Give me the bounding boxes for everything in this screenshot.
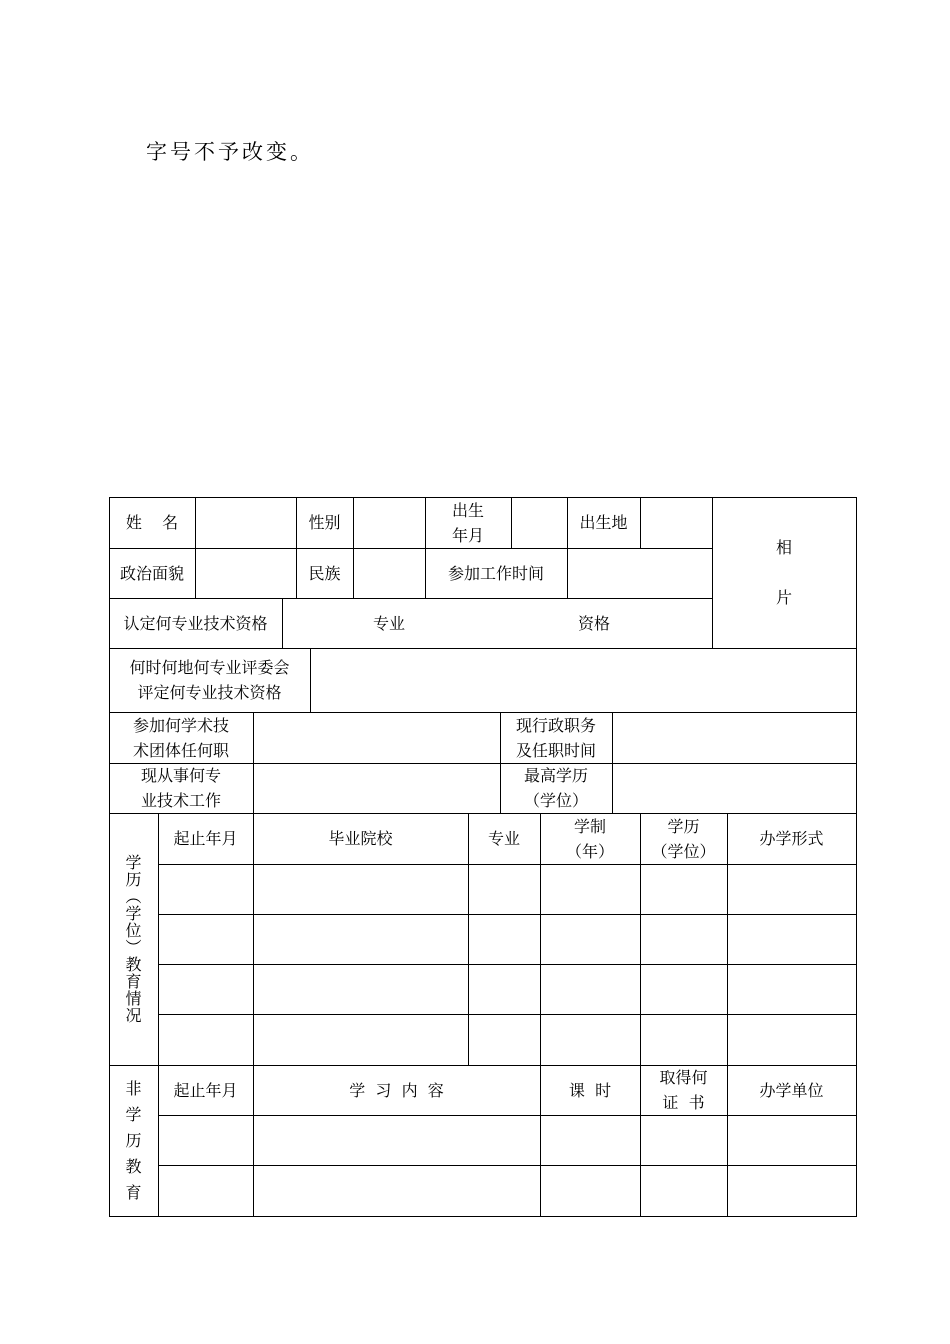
col-divider [727, 813, 728, 1217]
nondegree-section-char: 历 [125, 1130, 142, 1150]
work-start-field[interactable] [567, 548, 712, 598]
gender-field[interactable] [353, 497, 425, 548]
review-committee-field[interactable] [310, 648, 856, 712]
gender-label: 性别 [308, 513, 341, 532]
education-section-char: 位 [125, 921, 142, 940]
education-section-char: 况 [125, 1006, 142, 1025]
registration-form-table [109, 497, 857, 1217]
political-status-label: 政治面貌 [119, 563, 184, 583]
edu-major-header: 专业 [487, 829, 520, 848]
nondegree-content-header: 学 习 内 容 [349, 1080, 444, 1100]
nondegree-section-char: 教 [125, 1156, 142, 1176]
birth-date-field[interactable] [511, 497, 567, 548]
education-section-char: 育 [125, 972, 142, 991]
edu-school-header: 毕业院校 [328, 829, 393, 848]
birthplace-field[interactable] [640, 497, 712, 548]
review-committee-label: 何时何地何专业评委会 评定何专业技术资格 [129, 658, 290, 702]
edu-degree-header: 学历 （学位） [651, 816, 716, 861]
education-section-char: 历 [125, 870, 142, 889]
photo-box[interactable]: 相 片 [775, 538, 792, 607]
education-section-char: 学 [125, 904, 142, 923]
row-divider [158, 964, 857, 965]
academic-org-field[interactable] [253, 712, 500, 763]
academic-org-label: 参加何学术技 术团体任何职 [132, 715, 229, 760]
edu-period-header: 起止年月 [173, 829, 238, 848]
nondegree-section-label [109, 1065, 158, 1216]
row-divider [158, 1165, 857, 1166]
col-divider [158, 813, 159, 1217]
nondegree-unit-header: 办学单位 [759, 1080, 824, 1100]
nondegree-section-char: 非 [125, 1078, 142, 1098]
qualification-value-label: 资格 [577, 613, 610, 633]
education-section-char: ︶ [125, 938, 142, 957]
nondegree-section-char: 育 [125, 1182, 142, 1202]
major-label: 专业 [372, 613, 405, 633]
ethnicity-label: 民族 [308, 563, 341, 583]
nondegree-section-char: 学 [125, 1104, 142, 1124]
nondegree-hours-header: 课 时 [568, 1080, 612, 1100]
qualification-label: 认定何专业技术资格 [123, 613, 268, 633]
education-section-char: 情 [125, 989, 142, 1008]
work-start-label: 参加工作时间 [447, 563, 544, 583]
edu-mode-header: 办学形式 [759, 829, 824, 848]
highest-degree-label: 最高学历 （学位） [523, 766, 588, 810]
intro-text: 字号不予改变。 [146, 140, 314, 164]
col-divider [640, 813, 641, 1217]
row-divider [158, 864, 857, 865]
education-section-char: ︵ [125, 887, 142, 906]
name-label: 姓 名 [125, 513, 179, 532]
col-divider [540, 813, 541, 1217]
ethnicity-field[interactable] [353, 548, 425, 598]
political-status-field[interactable] [195, 548, 296, 598]
nondegree-period-header: 起止年月 [173, 1080, 238, 1100]
current-work-field[interactable] [253, 763, 500, 813]
education-section-char: 学 [125, 853, 142, 872]
row-divider [158, 1014, 857, 1015]
current-work-label: 现从事何专 业技术工作 [140, 766, 221, 810]
edu-length-header: 学制 （年） [565, 816, 614, 861]
name-field[interactable] [195, 497, 296, 548]
admin-post-label: 现行政职务 及任职时间 [515, 715, 596, 760]
nondegree-certificate-header: 取得何 证 书 [659, 1068, 708, 1112]
table-border-bottom [109, 1216, 857, 1217]
col-divider [282, 598, 283, 649]
education-section-label [109, 813, 158, 1065]
table-border-right [856, 497, 857, 1217]
birth-date-label: 出生 年月 [451, 500, 484, 545]
col-divider [253, 813, 254, 1217]
highest-degree-field[interactable] [612, 763, 856, 813]
row-divider [158, 914, 857, 915]
education-section-char: 教 [125, 955, 142, 974]
birthplace-label: 出生地 [579, 513, 628, 532]
row-divider [158, 1115, 857, 1116]
admin-post-field[interactable] [612, 712, 856, 763]
